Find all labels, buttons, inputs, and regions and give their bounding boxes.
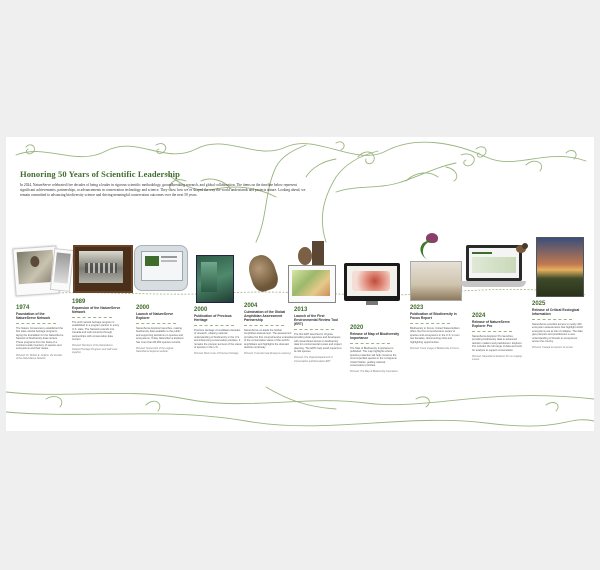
entry-title: Launch of the First Environmental Review Tool (ERT)	[294, 314, 339, 326]
photo-2023-plant	[416, 229, 446, 263]
timeline-entry-2020	[350, 325, 400, 374]
timeline-entry-2000-explorer	[136, 305, 184, 353]
entry-credit: Pictured: Cover image of Biodiversity in Focus.	[410, 347, 460, 351]
entry-year: 2025	[532, 301, 546, 307]
photo-2024-bird	[514, 241, 530, 255]
photo-2000-book	[196, 255, 234, 303]
photo-2000-computer	[134, 245, 188, 291]
entry-body: Biodiversity in Focus: United States Edition offers the first comprehensive review of species and ecosystems in the U.S. in over two decades, documenting risks and highlighting opportunities.	[410, 327, 460, 344]
laptop-base	[460, 281, 526, 287]
entry-credit: Pictured: Yosemite toad (Anaxyrus canorus).	[244, 352, 292, 356]
timeline-entry-2013	[294, 307, 342, 363]
timeline-entry-2023	[410, 305, 460, 350]
entry-body: The Map of Biodiversity Importance is published. The map highlights where species protection will help conserve the most imperiled species in the contiguous United States, guiding national conservation priorities.	[350, 347, 397, 368]
entry-body: NatureServe Explorer Pro launches, providing biodiversity data to advanced decision makers and practitioners. Explorer Pro includes the full range of data and tools for analysis to support conservation.	[472, 335, 522, 352]
entry-year: 2000	[136, 305, 150, 311]
monitor-stand	[366, 301, 378, 305]
timeline-entry-2024	[472, 313, 522, 361]
entry-title: Publication of Biodiversity in Focus Report	[410, 312, 457, 320]
photo-2013-animal	[296, 241, 328, 267]
page-title: Honoring 50 Years of Scientific Leadership	[20, 169, 180, 179]
entry-body: The Nature Conservancy established the first state natural heritage programs, laying the foundation for the NatureServe Network of biodiversity data centers. These programs form the basis of a continent-wide inventory of species and ecosystems and their status.	[16, 327, 64, 351]
entry-year: 2004	[244, 303, 258, 309]
entry-divider	[350, 343, 390, 344]
header	[20, 169, 310, 199]
timeline-entry-2004	[244, 303, 294, 356]
entry-title: Release of Critical Ecological Information	[532, 308, 580, 316]
entry-credit: Pictured: Coastal ecosystem at sunset.	[532, 346, 574, 350]
entry-body: NatureServe provides access to nearly 400 ecosystem assessments that highlight which ecosystems are at risk of collapse. The data give planners and practitioners a new understanding of threats to ecosystems across the country.	[532, 323, 584, 344]
timeline-entry-2000-book	[194, 307, 242, 356]
entry-title: Publication of Precious Heritage	[194, 314, 232, 322]
entry-year: 2013	[294, 307, 308, 313]
entry-year: 2020	[350, 325, 364, 331]
entry-credit: Pictured: NatureServe Explorer Pro on a laptop screen.	[472, 355, 522, 362]
entry-divider	[136, 323, 176, 324]
photo-2023-report	[410, 261, 462, 301]
entry-year: 1974	[16, 305, 30, 311]
entry-body: NatureServe Explorer launches, making biodiversity data available to the public and supporting decisions on species and ecosystems. Today NatureServe Explorer has more than 80,000 species records.	[136, 327, 184, 344]
photo-2020-monitor	[344, 263, 400, 301]
entry-divider	[294, 329, 334, 330]
entry-divider	[194, 325, 234, 326]
entry-divider	[72, 317, 112, 318]
entry-divider	[472, 331, 512, 332]
entry-credit: Pictured: The Virginia Department of Conservation and Recreation ERT.	[294, 356, 333, 363]
photo-2025-sunset	[536, 237, 584, 297]
entry-credit: Pictured: Screenshot of the original NatureServe Explorer website.	[136, 347, 174, 354]
entry-credit: Pictured: Book cover of Precious Heritage.	[194, 352, 240, 356]
entry-divider	[244, 325, 284, 326]
entry-year: 1989	[72, 299, 86, 305]
timeline-entry-2025	[532, 301, 584, 350]
entry-divider	[410, 323, 450, 324]
entry-body: Precious Heritage consolidates decades of research, shaping national understanding of biodiversity in the U.S. and influencing conservation priorities. It remains the premier account of the status of species in the U.S.	[194, 329, 242, 350]
entry-year: 2023	[410, 305, 424, 311]
entry-title: Launch of NatureServe Explorer	[136, 312, 174, 320]
entry-body: NatureServe co-leads the Global Amphibian Assessment. The assessment provides the first comprehensive evaluation of the conservation status of the world's amphibians and highlights the dramatic declines underway.	[244, 329, 294, 350]
entry-credit: Pictured: The Map of Biodiversity Importance.	[350, 370, 399, 374]
photo-2004-toad	[244, 247, 284, 297]
entry-year: 2000	[194, 307, 208, 313]
timeline-entry-1989	[72, 299, 122, 354]
entry-title: Expansion of the NatureServe Network	[72, 306, 121, 314]
timeline-panel	[6, 137, 594, 431]
intro-paragraph: In 2024, NatureServe celebrated five decades of being a leader in rigorous scientific methodology, groundbreaking research, and global collaboration. The items on the timeline below represent significant achievements, partnerships, or advancements in conservation technology and science. They show how we've shaped the way the world understands and protects nature. Looking ahead, we remain committed to advancing biodiversity science and driving meaningful conservation outcomes over the next 50 years.	[20, 183, 306, 198]
entry-title: Release of NatureServe Explorer Pro	[472, 320, 510, 328]
entry-body: The sixth natural heritage program is established in a program partner in every U.S. state. The Network extends into Canada and Latin America through partnerships with conservation data centers.	[72, 321, 120, 342]
photo-1989-framed	[73, 245, 133, 293]
entry-title: Release of Map of Biodiversity Importance	[350, 332, 400, 340]
entry-body: The first ERT launched in Virginia, providing state agencies and developers with streamlined access to biodiversity data for environmental review and project planning. The ERTs help avoid impacts to at-risk species.	[294, 333, 342, 354]
entry-credit: Pictured: Members of the NatureServe Network Heritage Programs and staff meet together.	[72, 344, 118, 354]
entry-title: Foundation of the NatureServe Network	[16, 312, 51, 320]
entry-credit: Pictured: Dr. Robert E. Jenkins, the founder of the NatureServe Network.	[16, 353, 63, 361]
photo-2013-screen	[288, 265, 336, 303]
timeline-entry-1974	[16, 305, 64, 360]
entry-title: Culmination of the Global Amphibian Assessment Partnership	[244, 310, 286, 322]
entry-divider	[532, 319, 572, 320]
entry-divider	[16, 323, 56, 324]
entry-year: 2024	[472, 313, 486, 319]
